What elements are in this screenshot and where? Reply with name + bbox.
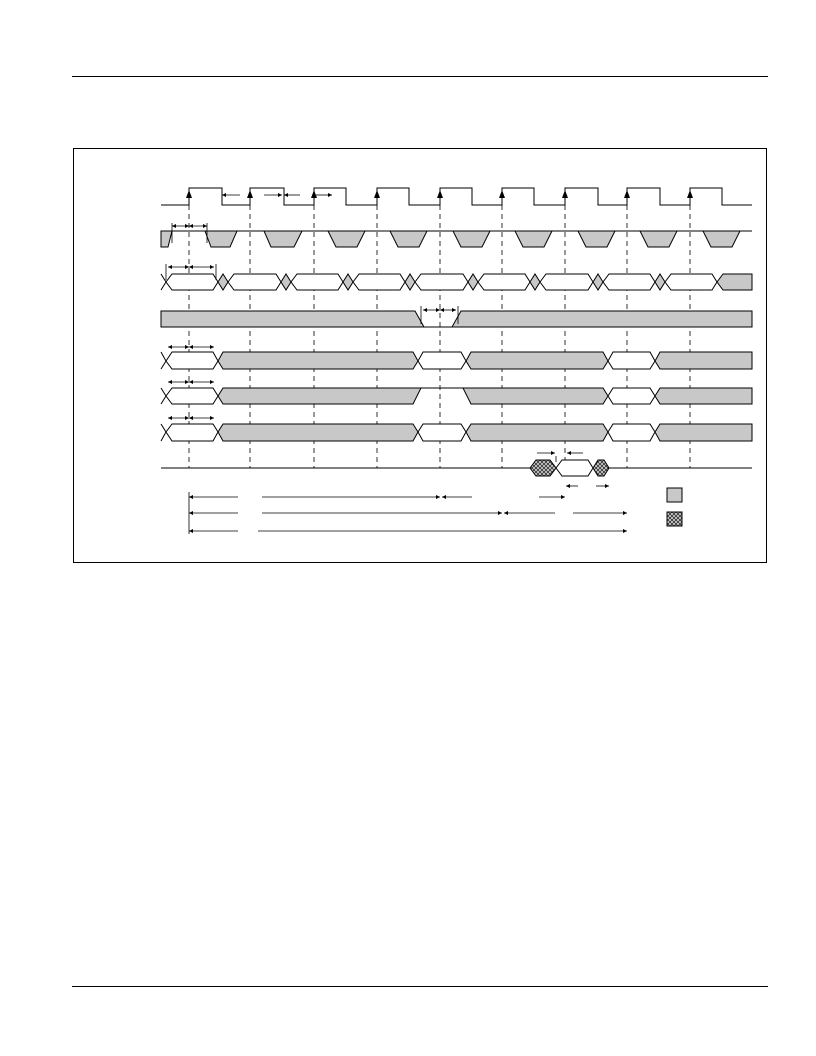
legend-swatch-hatched xyxy=(667,512,682,526)
timing-spans xyxy=(189,492,627,534)
data-signal-3 xyxy=(161,424,752,441)
bus-signal xyxy=(161,274,752,290)
data-signal-1 xyxy=(161,352,752,369)
legend-swatch-gray xyxy=(667,488,682,502)
footer-rule xyxy=(72,986,768,987)
data-signal-2 xyxy=(161,388,752,404)
enable-timing-arrows xyxy=(421,306,458,324)
read-data-signal xyxy=(161,460,752,476)
enable-signal xyxy=(161,311,752,327)
strobe-timing-arrows xyxy=(172,223,207,243)
